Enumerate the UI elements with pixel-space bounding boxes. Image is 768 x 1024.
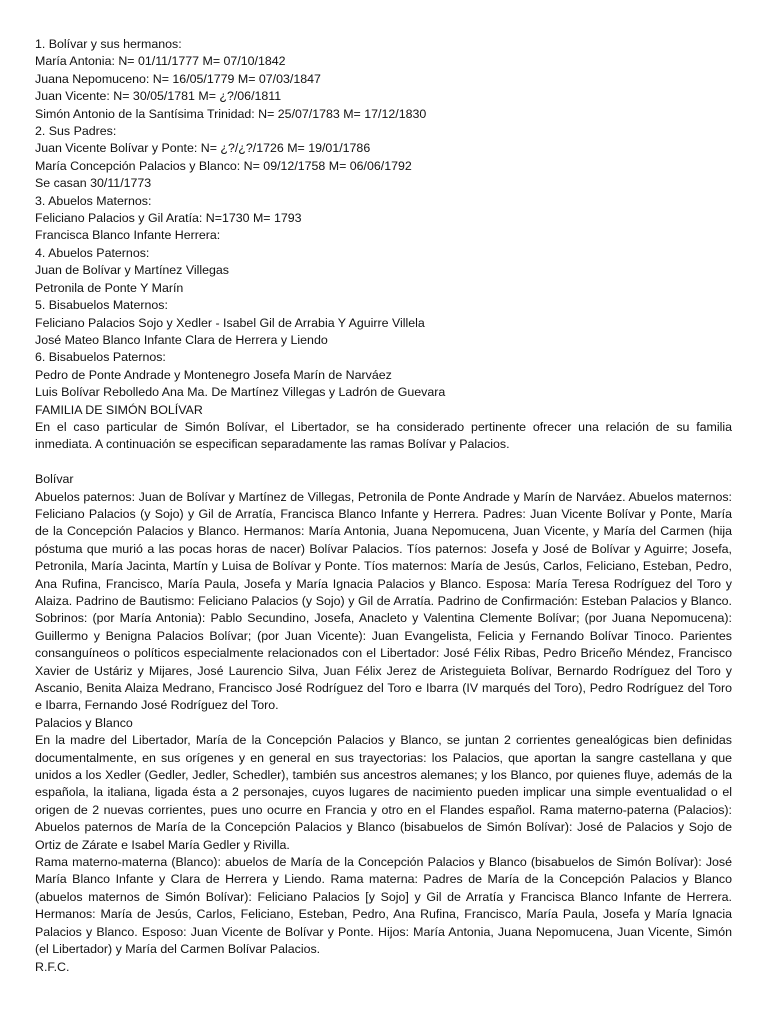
heading-maternal-great-grandparents: 5. Bisabuelos Maternos: xyxy=(35,298,168,313)
family-title: FAMILIA DE SIMÓN BOLÍVAR xyxy=(35,402,203,417)
bolivar-section-paragraph: Abuelos paternos: Juan de Bolívar y Martínez de Villegas, Petronila de Ponte Andrade y Marín de Narváez. Abuelos maternos: Feliciano Palacios (y Sojo) y Gil de Arratía, Francisca Blanco Infante y Herrera. Padres: Juan Vicente Bolívar y Ponte, María de la Concepción Palacios y Blanco. Hermanos: María Antonia, Juana Nepomucena, Juan Vicente, y María del Carmen (hija póstuma que murió a las pocas horas de nacer) Bolívar Palacios. Tíos paternos: Josefa y José de Bolívar y Aguirre; Josefa, Petronila, María Jacinta, Martín y Luisa de Bolívar y Ponte. Tíos maternos: María de Jesús, Carlos, Feliciano, Esteban, Pedro, Ana Rufina, Francisco, María Paula, Josefa y María Ignacia Palacios y Blanco. Esposa: María Teresa Rodríguez del Toro y Alaiza. Padrino de Bautismo: Feliciano Palacios (y Sojo) y Gil de Arratía. Padrino de Confirmación: Esteban Palacios y Blanco. Sobrinos: (por María Antonia): Pablo Secundino, Josefa, Anacleto y Valentina Clemente Bolívar; (por Juana Nepomucena): Guillermo y Benigna Palacios Bolívar; (por Juan Vicente): Juan Evangelista, Felicia y Fernando Bolívar Tinoco. Parientes consanguíneos o políticos especialmente relacionados con el Libertador: José Félix Ribas, Pedro Briceño Méndez, Francisco Xavier de Ustáriz y Mijares, José Laurencio Silva, Juan Félix Jerez de Aristeguieta Bolívar, Bernardo Rodríguez del Toro y Ascanio, Benita Alaiza Medrano, Francisco José Rodríguez del Toro e Ibarra (IV marqués del Toro), Pedro Rodríguez del Toro e Ibarra, Fernando José Rodríguez del Toro. xyxy=(35,489,732,713)
sibling-line-maria-antonia: María Antonia: N= 01/11/1777 M= 07/10/1842 xyxy=(35,54,286,69)
paternal-grandfather-line: Juan de Bolívar y Martínez Villegas xyxy=(35,263,229,278)
paternal-grandmother-line: Petronila de Ponte Y Marín xyxy=(35,280,184,295)
maternal-great-grandparents-line-2: José Mateo Blanco Infante Clara de Herrera y Liendo xyxy=(35,332,328,347)
palacios-paragraph-1: En la madre del Libertador, María de la Concepción Palacios y Blanco, se juntan 2 corrientes genealógicas bien definidas documentalmente, en sus orígenes y en general en sus trayectorias: los Palacios, que aportan la sangre castellana y que unidos a los Xedler (Gedler, Jedler, Schedler), también sus ancestros alemanes; y los Blanco, por quienes fluye, además de la española, la italiana, ligada ésta a 2 personajes, cuyos lugares de nacimiento pueden implicar una simple eventualidad o el origen de 2 nuevas corrientes, pues uno ocurre en Francia y otro en el Flandes español. Rama materno-paterna (Palacios): Abuelos paternos de María de la Concepción Palacios y Blanco (bisabuelos de Simón Bolívar): José de Palacios y Sojo de Ortiz de Zárate e Isabel María Gedler y Rivilla. xyxy=(35,733,732,852)
intro-paragraph: En el caso particular de Simón Bolívar, el Libertador, se ha considerado pertinente ofrecer una relación de su familia inmediata. A continuación se especifican separadamente las ramas Bolívar y Palacios. xyxy=(35,419,732,452)
palacios-section-heading: Palacios y Blanco xyxy=(35,715,133,730)
blank-line xyxy=(35,454,732,471)
heading-paternal-great-grandparents: 6. Bisabuelos Paternos: xyxy=(35,350,166,365)
parent-line-mother: María Concepción Palacios y Blanco: N= 09/12/1758 M= 06/06/1792 xyxy=(35,158,412,173)
document-page xyxy=(35,36,732,976)
sibling-line-simon-antonio: Simón Antonio de la Santísima Trinidad: N= 25/07/1783 M= 17/12/1830 xyxy=(35,106,427,121)
palacios-paragraph-2: Rama materno-materna (Blanco): abuelos de María de la Concepción Palacios y Blanco (bisabuelos de Simón Bolívar): José María Blanco Infante y Clara de Herrera y Liendo. Rama materna: Padres de María de la Concepción Palacios y Blanco (abuelos maternos de Simón Bolívar): Feliciano Palacios [y Sojo] y Gil de Arratía y Francisca Blanco Infante de Herrera. Hermanos: María de Jesús, Carlos, Feliciano, Esteban, Pedro, Ana Rufina, Francisco, María Paula, Josefa y María Ignacia Palacios y Blanco. Esposo: Juan Vicente de Bolívar y Ponte. Hijos: María Antonia, Juana Nepomucena, Juan Vicente, Simón (el Libertador) y María del Carmen Bolívar Palacios. xyxy=(35,855,732,957)
sibling-line-juana-nepomuceno: Juana Nepomuceno: N= 16/05/1779 M= 07/03/1847 xyxy=(35,71,321,86)
paternal-great-grandparents-line-2: Luis Bolívar Rebolledo Ana Ma. De Martínez Villegas y Ladrón de Guevara xyxy=(35,385,446,400)
marriage-line: Se casan 30/11/1773 xyxy=(35,176,152,191)
signature: R.F.C. xyxy=(35,959,70,974)
maternal-great-grandparents-line-1: Feliciano Palacios Sojo y Xedler - Isabel Gil de Arrabia Y Aguirre Villela xyxy=(35,315,425,330)
paternal-great-grandparents-line-1: Pedro de Ponte Andrade y Montenegro Josefa Marín de Narváez xyxy=(35,367,392,382)
maternal-grandfather-line: Feliciano Palacios y Gil Aratía: N=1730 M= 1793 xyxy=(35,211,302,226)
heading-parents: 2. Sus Padres: xyxy=(35,124,117,139)
sibling-line-juan-vicente: Juan Vicente: N= 30/05/1781 M= ¿?/06/1811 xyxy=(35,89,282,104)
parent-line-father: Juan Vicente Bolívar y Ponte: N= ¿?/¿?/1726 M= 19/01/1786 xyxy=(35,141,371,156)
maternal-grandmother-line: Francisca Blanco Infante Herrera: xyxy=(35,228,221,243)
heading-maternal-grandparents: 3. Abuelos Maternos: xyxy=(35,193,152,208)
heading-siblings: 1. Bolívar y sus hermanos: xyxy=(35,37,182,51)
heading-paternal-grandparents: 4. Abuelos Paternos: xyxy=(35,245,150,260)
bolivar-section-heading: Bolívar xyxy=(35,472,74,487)
